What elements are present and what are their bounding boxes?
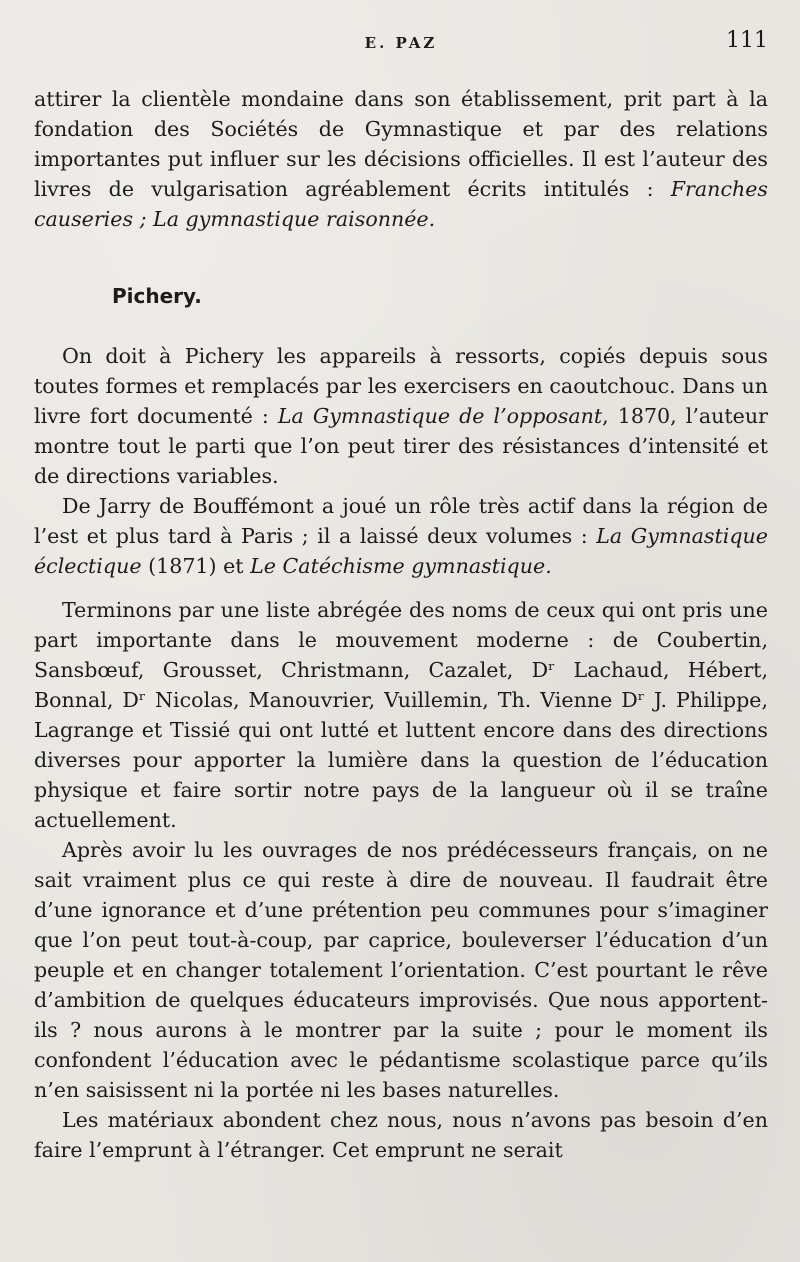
paragraph-text: attirer la clientèle mondaine dans son établissement, prit part à la fondation des Sociétés de Gymnastique et par des relations importantes put influer sur les décisions officielles. Il est l’auteur des livres de vulgarisation agréablement écrits intitulés :	[34, 87, 768, 201]
book-title: Le Catéchisme gymnastique.	[250, 554, 552, 578]
paragraph-pichery	[34, 341, 768, 491]
paragraph-continuation	[34, 84, 768, 234]
section-heading: Pichery.	[112, 284, 202, 308]
book-title: La Gymnastique éclectique	[34, 524, 768, 578]
paragraph-jarry	[34, 491, 768, 581]
paragraph-text: (1871) et	[141, 554, 251, 578]
page-body	[34, 84, 768, 1165]
running-head: E. PAZ	[364, 34, 438, 52]
paragraph-names-list	[34, 595, 768, 835]
paragraph-gap	[34, 581, 768, 595]
book-title: La Gymnastique de l’opposant	[277, 404, 603, 428]
paragraph-predecessors	[34, 835, 768, 1105]
paragraph-text: Après avoir lu les ouvrages de nos prédécesseurs français, on ne sait vraiment plus ce qui reste à dire de nouveau. Il faudrait être d’une ignorance et d’une prétention peu communes pour s’imaginer que l’on peut tout-à-coup, par caprice, bouleverser l’éducation d’un peuple et en changer totalement l’orientation. C’est pourtant le rêve d’ambition de quelques éducateurs improvisés. Que nous apportent-ils ? nous aurons à le montrer par la suite ; pour le moment ils confondent l’éducation avec le pédantisme scolastique parce qu’ils n’en saisissent ni la portée ni les bases naturelles.	[34, 838, 768, 1102]
book-titles: Franches causeries ; La gymnastique raisonnée.	[34, 177, 768, 231]
paragraph-text: Les matériaux abondent chez nous, nous n’avons pas besoin d’en faire l’emprunt à l’étranger. Cet emprunt ne serait	[34, 1108, 768, 1162]
paragraph-text: , 1870, l’auteur montre tout le parti que l’on peut tirer des résistances d’intensité et de directions variables.	[34, 404, 768, 488]
paragraph-materials	[34, 1105, 768, 1165]
page-header	[34, 28, 768, 58]
page-number: 111	[726, 28, 768, 53]
paragraph-text: De Jarry de Bouffémont a joué un rôle très actif dans la région de l’est et plus tard à Paris ; il a laissé deux volumes :	[34, 494, 768, 548]
paragraph-text: On doit à Pichery les appareils à ressorts, copiés depuis sous toutes formes et remplacés par les exercisers en caoutchouc. Dans un livre fort documenté :	[34, 344, 768, 428]
paragraph-text: Terminons par une liste abrégée des noms de ceux qui ont pris une part importante dans le mouvement moderne : de Coubertin, Sansbœuf, Grousset, Christmann, Cazalet, Dʳ Lachaud, Hébert, Bonnal, Dʳ Nicolas, Manouvrier, Vuillemin, Th. Vienne Dʳ J. Philippe, Lagrange et Tissié qui ont lutté et luttent encore dans des directions diverses pour apporter la lumière dans la question de l’éducation physique et faire sortir notre pays de la langueur où il se traîne actuellement.	[34, 598, 768, 832]
